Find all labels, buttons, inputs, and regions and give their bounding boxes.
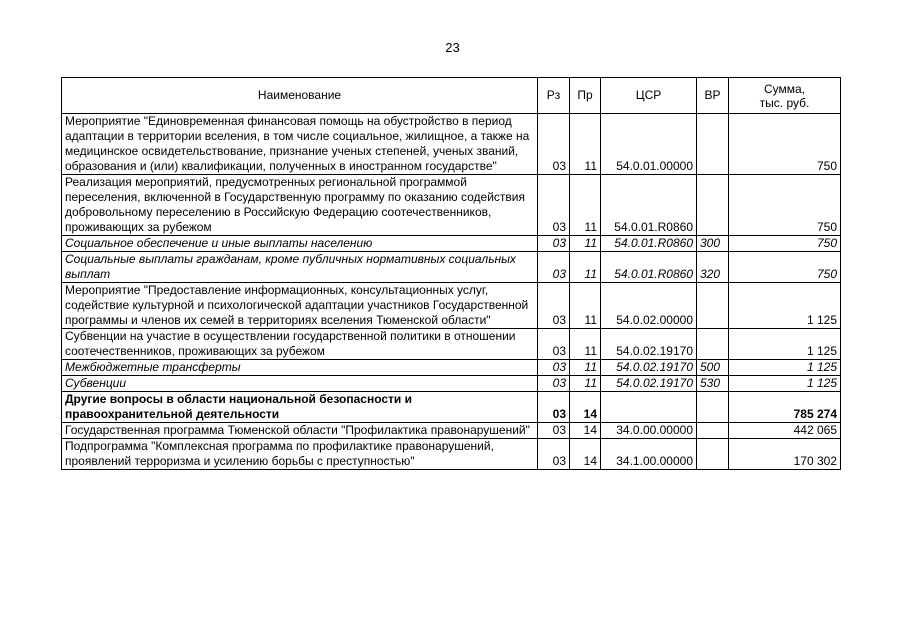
row-pr: 14 [570, 423, 601, 439]
row-csr: 54.0.02.19170 [601, 329, 697, 360]
row-sum: 750 [729, 236, 841, 252]
table-row [62, 439, 841, 470]
row-csr: 54.0.02.19170 [601, 376, 697, 392]
row-pr: 11 [570, 329, 601, 360]
row-name: Реализация мероприятий, предусмотренных региональной программой переселения, включенной в Государственную программу по оказанию содействия добровольному переселению в Российскую Федерацию соотечественников, проживающих за рубежом [62, 175, 538, 236]
table-header-row [62, 78, 841, 114]
row-vr: 500 [697, 360, 729, 376]
row-name: Подпрограмма "Комплексная программа по профилактике правонарушений, проявлений терроризма и усилению борьбы с преступностью" [62, 439, 538, 470]
row-rz: 03 [538, 423, 570, 439]
row-pr: 14 [570, 439, 601, 470]
row-pr: 11 [570, 114, 601, 175]
row-pr: 11 [570, 283, 601, 329]
row-name: Мероприятие "Предоставление информационных, консультационных услуг, содействие культурной и психологической адаптации участников Государственной программы и членов их семей в территориях вселения Тюменской области" [62, 283, 538, 329]
header-sum-line1: Сумма, [763, 81, 806, 96]
row-csr [601, 392, 697, 423]
row-sum: 750 [729, 114, 841, 175]
row-name: Межбюджетные трансферты [62, 360, 538, 376]
header-pr: Пр [570, 78, 601, 114]
row-rz: 03 [538, 252, 570, 283]
table-row [62, 252, 841, 283]
row-vr [697, 329, 729, 360]
row-pr: 11 [570, 360, 601, 376]
table-row [62, 283, 841, 329]
row-vr: 300 [697, 236, 729, 252]
row-csr: 34.0.00.00000 [601, 423, 697, 439]
row-name: Государственная программа Тюменской области "Профилактика правонарушений" [62, 423, 538, 439]
row-vr [697, 392, 729, 423]
row-rz: 03 [538, 283, 570, 329]
row-csr: 54.0.01.R0860 [601, 175, 697, 236]
row-vr: 530 [697, 376, 729, 392]
row-csr: 54.0.01.00000 [601, 114, 697, 175]
row-name: Субвенции [62, 376, 538, 392]
row-pr: 11 [570, 376, 601, 392]
row-vr [697, 114, 729, 175]
row-pr: 14 [570, 392, 601, 423]
row-vr [697, 439, 729, 470]
header-csr: ЦСР [601, 78, 697, 114]
row-pr: 11 [570, 175, 601, 236]
row-sum: 750 [729, 175, 841, 236]
row-sum: 1 125 [729, 329, 841, 360]
table-row [62, 376, 841, 392]
row-csr: 54.0.01.R0860 [601, 236, 697, 252]
table-row [62, 329, 841, 360]
row-vr [697, 423, 729, 439]
table-row [62, 423, 841, 439]
row-csr: 54.0.01.R0860 [601, 252, 697, 283]
table-row [62, 360, 841, 376]
row-rz: 03 [538, 439, 570, 470]
row-name: Субвенции на участие в осуществлении государственной политики в отношении соотечественников, проживающих за рубежом [62, 329, 538, 360]
row-rz: 03 [538, 175, 570, 236]
row-name: Мероприятие "Единовременная финансовая помощь на обустройство в период адаптации в территории вселения, в том числе социальное, жилищное, а также на медицинское освидетельствование, признание ученых степеней, ученых званий, образования и (или) квалификации, полученных в иностранном государстве" [62, 114, 538, 175]
row-rz: 03 [538, 329, 570, 360]
row-rz: 03 [538, 376, 570, 392]
header-sum-line2: тыс. руб. [759, 95, 810, 110]
row-pr: 11 [570, 252, 601, 283]
row-vr: 320 [697, 252, 729, 283]
header-vr: ВР [697, 78, 729, 114]
row-sum: 1 125 [729, 360, 841, 376]
row-csr: 54.0.02.19170 [601, 360, 697, 376]
table-row [62, 236, 841, 252]
row-sum: 170 302 [729, 439, 841, 470]
table-row [62, 114, 841, 175]
row-name: Социальное обеспечение и иные выплаты населению [62, 236, 538, 252]
row-rz: 03 [538, 360, 570, 376]
row-vr [697, 283, 729, 329]
table-row [62, 175, 841, 236]
row-rz: 03 [538, 392, 570, 423]
row-sum: 442 065 [729, 423, 841, 439]
header-sum [729, 78, 841, 114]
row-rz: 03 [538, 236, 570, 252]
row-csr: 54.0.02.00000 [601, 283, 697, 329]
row-sum: 1 125 [729, 283, 841, 329]
row-pr: 11 [570, 236, 601, 252]
table-row [62, 392, 841, 423]
row-name: Другие вопросы в области национальной безопасности и правоохранительной деятельности [62, 392, 538, 423]
row-sum: 1 125 [729, 376, 841, 392]
row-sum: 750 [729, 252, 841, 283]
header-rz: Рз [538, 78, 570, 114]
header-name: Наименование [62, 78, 538, 114]
page-number: 23 [445, 40, 460, 55]
row-csr: 34.1.00.00000 [601, 439, 697, 470]
row-name: Социальные выплаты гражданам, кроме публичных нормативных социальных выплат [62, 252, 538, 283]
budget-table [61, 77, 841, 470]
row-vr [697, 175, 729, 236]
row-rz: 03 [538, 114, 570, 175]
row-sum: 785 274 [729, 392, 841, 423]
